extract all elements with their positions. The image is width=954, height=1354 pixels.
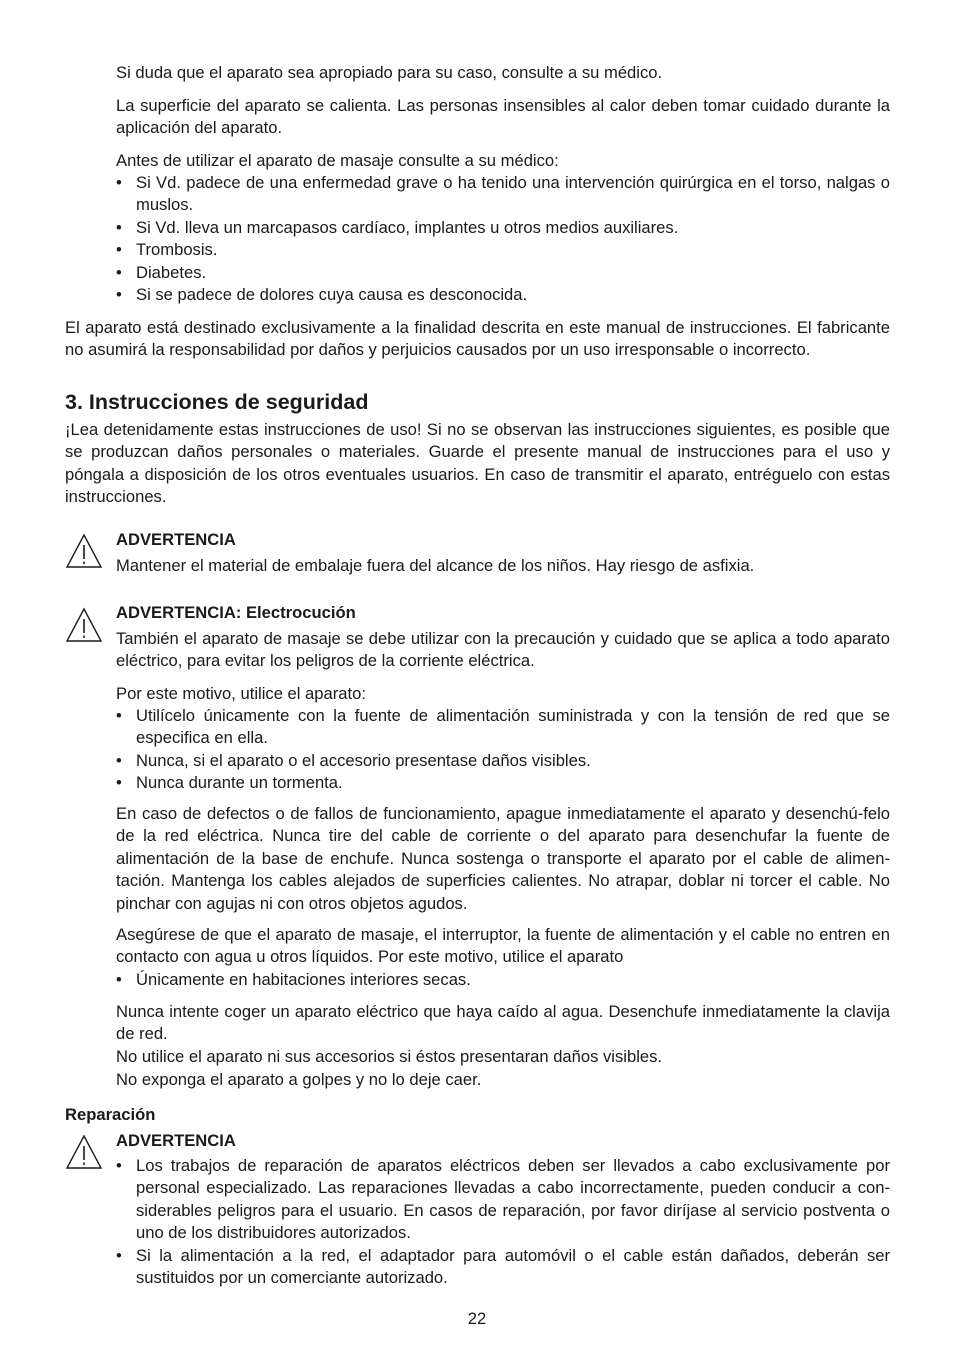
usage-intro-paragraph: Por este motivo, utilice el aparato: xyxy=(116,684,366,703)
repair-heading: Reparación xyxy=(65,1105,156,1124)
impact-paragraph: No exponga el aparato a golpes y no lo deje caer. xyxy=(116,1070,482,1089)
list-item: • Nunca durante un tormenta. xyxy=(116,772,890,794)
page-number: 22 xyxy=(467,1309,487,1328)
usage-list xyxy=(116,705,890,795)
list-item: • Los trabajos de reparación de aparatos eléctricos deben ser llevados a cabo exclusivamente por personal especializado. Las reparaciones llevadas a cabo incorrectamente, pueden conducir a con-siderables peligros para el usuario. En casos de reparación, por favor diríjase al servicio postventa o uno de los distribuidores autorizados. xyxy=(116,1155,890,1245)
repair-list xyxy=(116,1155,890,1289)
defects-paragraph: En caso de defectos o de fallos de funcionamiento, apague inmediatamente el aparato y desenchú-felo de la red eléctrica. Nunca tire del cable de corriente o del aparato para desenchufar la fuente de alimentación de la base de enchufe. Nunca sostenga o transporte el aparato por el cable de alimen-tación. Mantenga los cables alejados de superficies calientes. No atrapar, doblar ni torcer el cable. No pinchar con agujas ni con otros objetos agudos. xyxy=(116,804,890,913)
list-item: • Trombosis. xyxy=(116,239,890,261)
water-list xyxy=(116,969,890,991)
list-item: • Si Vd. lleva un marcapasos cardíaco, implantes u otros medios auxiliares. xyxy=(116,217,890,239)
list-item: • Utilícelo únicamente con la fuente de alimentación suministrada y con la tensión de red que se especifica en ella. xyxy=(116,705,890,750)
list-item: • Diabetes. xyxy=(116,262,890,284)
warning-title: ADVERTENCIA: Electrocución xyxy=(116,603,356,622)
dropped-device-paragraph: Nunca intente coger un aparato eléctrico que haya caído al agua. Desenchufe inmediatamente la clavija de red. xyxy=(116,1002,890,1044)
warning-text: También el aparato de masaje se debe utilizar con la precaución y cuidado que se aplica a todo aparato eléctrico, para evitar los peligros de la corriente eléctrica. xyxy=(116,629,890,671)
warning-title: ADVERTENCIA xyxy=(116,1131,236,1150)
contraindication-list xyxy=(116,172,890,306)
list-item: • Nunca, si el aparato o el accesorio presentase daños visibles. xyxy=(116,750,890,772)
damaged-device-paragraph: No utilice el aparato ni sus accesorios si éstos presentaran daños visibles. xyxy=(116,1047,663,1066)
warning-triangle-icon xyxy=(65,533,103,569)
intro-paragraph-1: Si duda que el aparato sea apropiado para su caso, consulte a su médico. xyxy=(116,63,663,82)
list-item: • Si la alimentación a la red, el adaptador para automóvil o el cable están dañados, deberán ser sustituidos por un comerciante autorizado. xyxy=(116,1245,890,1290)
list-item: • Si Vd. padece de una enfermedad grave o ha tenido una intervención quirúrgica en el torso, nalgas o muslos. xyxy=(116,172,890,217)
warning-triangle-icon xyxy=(65,1134,103,1170)
intended-use-paragraph: El aparato está destinado exclusivamente a la finalidad descrita en este manual de instrucciones. El fabricante no asumirá la responsabilidad por daños y perjuicios causados por un uso irresponsable o incorrecto. xyxy=(65,318,890,360)
section-heading: 3. Instrucciones de seguridad xyxy=(65,390,369,414)
warning-text: Mantener el material de embalaje fuera del alcance de los niños. Hay riesgo de asfixia. xyxy=(116,556,755,575)
water-paragraph: Asegúrese de que el aparato de masaje, el interruptor, la fuente de alimentación y el cable no entren en contacto con agua u otros líquidos. Por este motivo, utilice el aparato xyxy=(116,925,890,967)
list-item: • Únicamente en habitaciones interiores secas. xyxy=(116,969,890,991)
intro-paragraph-3: Antes de utilizar el aparato de masaje consulte a su médico: xyxy=(116,151,559,170)
section-intro-paragraph: ¡Lea detenidamente estas instrucciones de uso! Si no se observan las instrucciones siguientes, es posible que se produzcan daños personales o materiales. Guarde el presente manual de instrucciones para el uso y póngala a disposición de los otros eventuales usuarios. En caso de transmitir el aparato, entréguelo con estas instrucciones. xyxy=(65,420,890,507)
warning-title: ADVERTENCIA xyxy=(116,530,236,549)
warning-triangle-icon xyxy=(65,607,103,643)
intro-paragraph-2: La superficie del aparato se calienta. Las personas insensibles al calor deben tomar cuidado durante la aplicación del aparato. xyxy=(116,96,890,138)
list-item: • Si se padece de dolores cuya causa es desconocida. xyxy=(116,284,890,306)
